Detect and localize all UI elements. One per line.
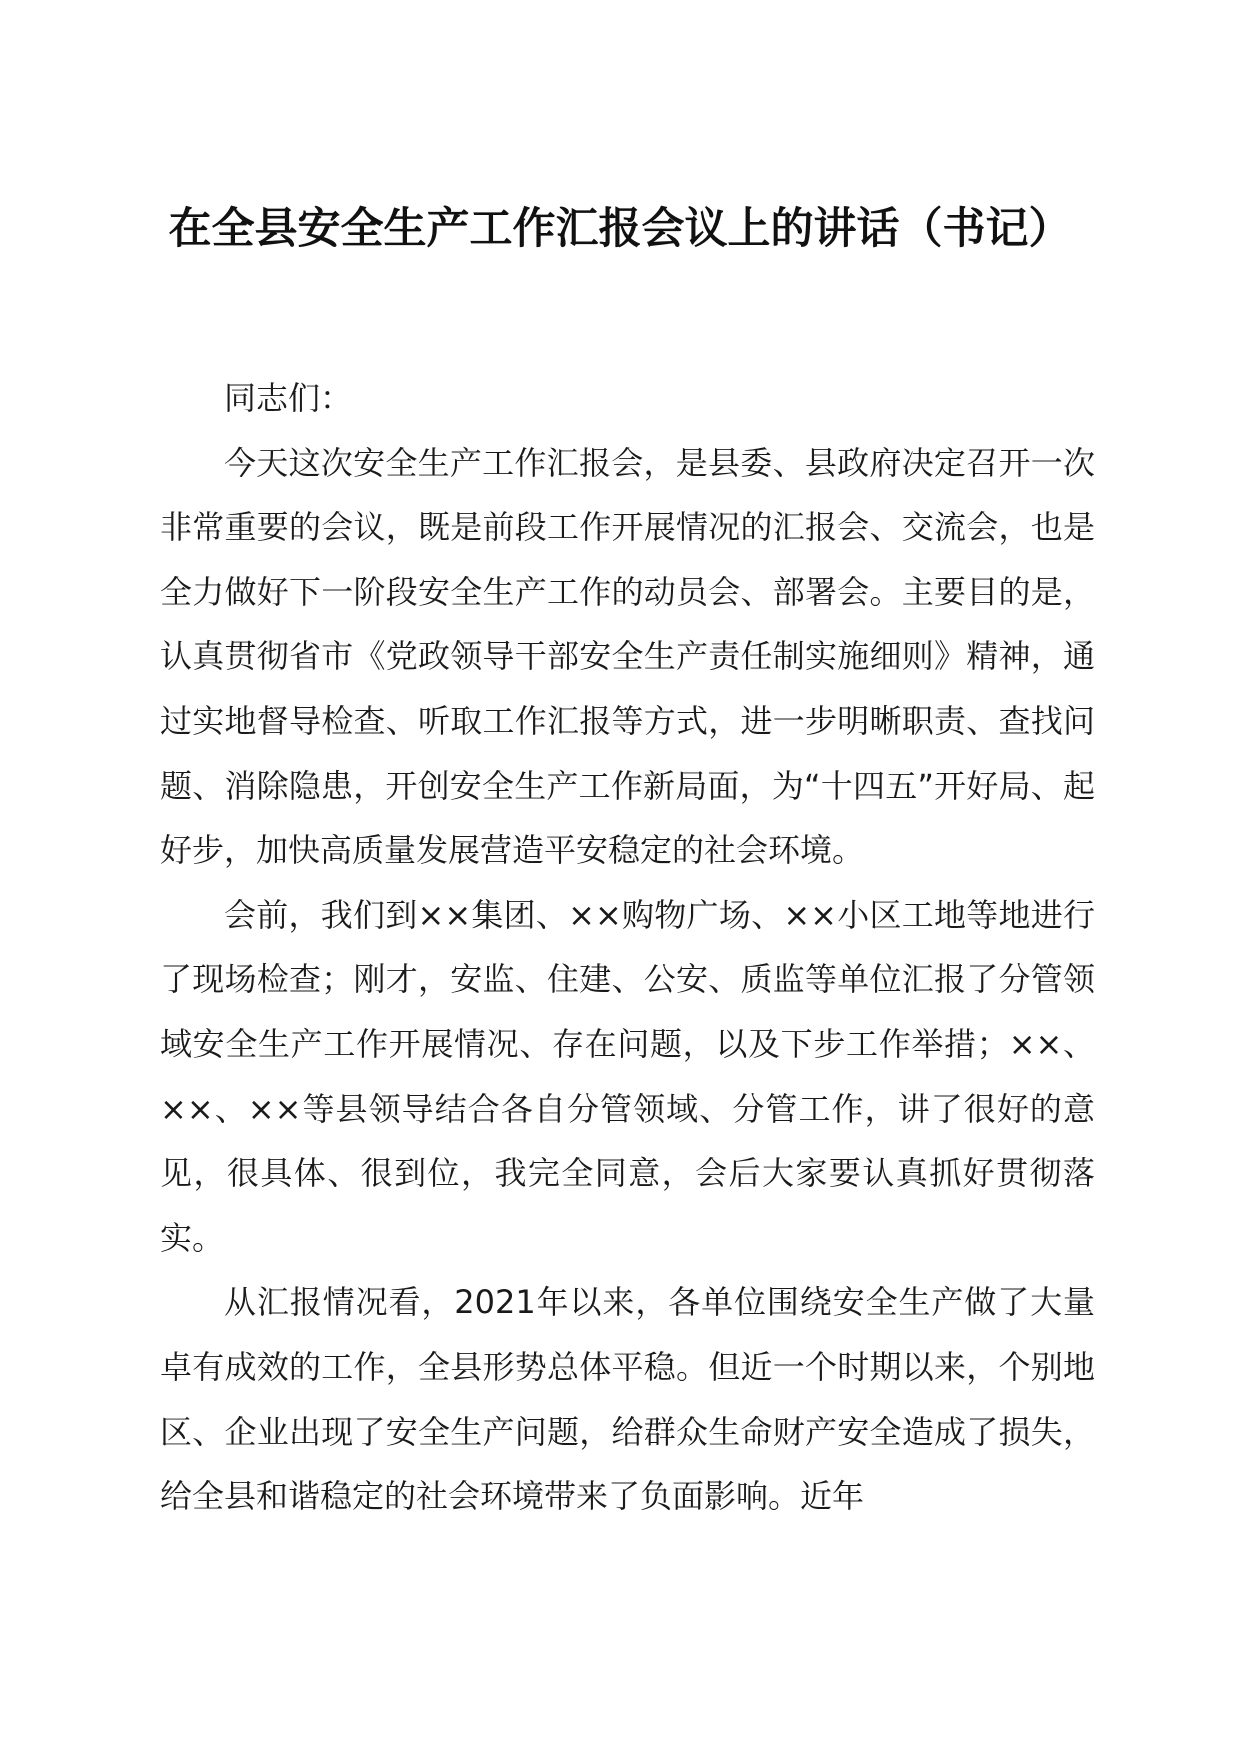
document-body: [160, 366, 1095, 1529]
salutation-paragraph: 同志们：: [224, 379, 353, 417]
document-title: 在全县安全生产工作汇报会议上的讲话（书记）: [168, 204, 1072, 254]
body-paragraph: 从汇报情况看，2021年以来，各单位围绕安全生产做了大量卓有成效的工作，全县形势总体平稳。但近一个时期以来，个别地区、企业出现了安全生产问题，给群众生命财产安全造成了损失，给全县和谐稳定的社会环境带来了负面影响。近年: [160, 1283, 1095, 1516]
body-paragraph: 今天这次安全生产工作汇报会，是县委、县政府决定召开一次非常重要的会议，既是前段工作开展情况的汇报会、交流会，也是全力做好下一阶段安全生产工作的动员会、部署会。主要目的是，认真贯彻省市《党政领导干部安全生产责任制实施细则》精神，通过实地督导检查、听取工作汇报等方式，进一步明晰职责、查找问题、消除隐患，开创安全生产工作新局面，为“十四五”开好局、起好步，加快高质量发展营造平安稳定的社会环境。: [160, 443, 1095, 870]
body-paragraph: 会前，我们到××集团、××购物广场、××小区工地等地进行了现场检查；刚才，安监、住建、公安、质监等单位汇报了分管领域安全生产工作开展情况、存在问题，以及下步工作举措；××、××、××等县领导结合各自分管领域、分管工作，讲了很好的意见，很具体、很到位，我完全同意，会后大家要认真抓好贯彻落实。: [160, 895, 1095, 1257]
